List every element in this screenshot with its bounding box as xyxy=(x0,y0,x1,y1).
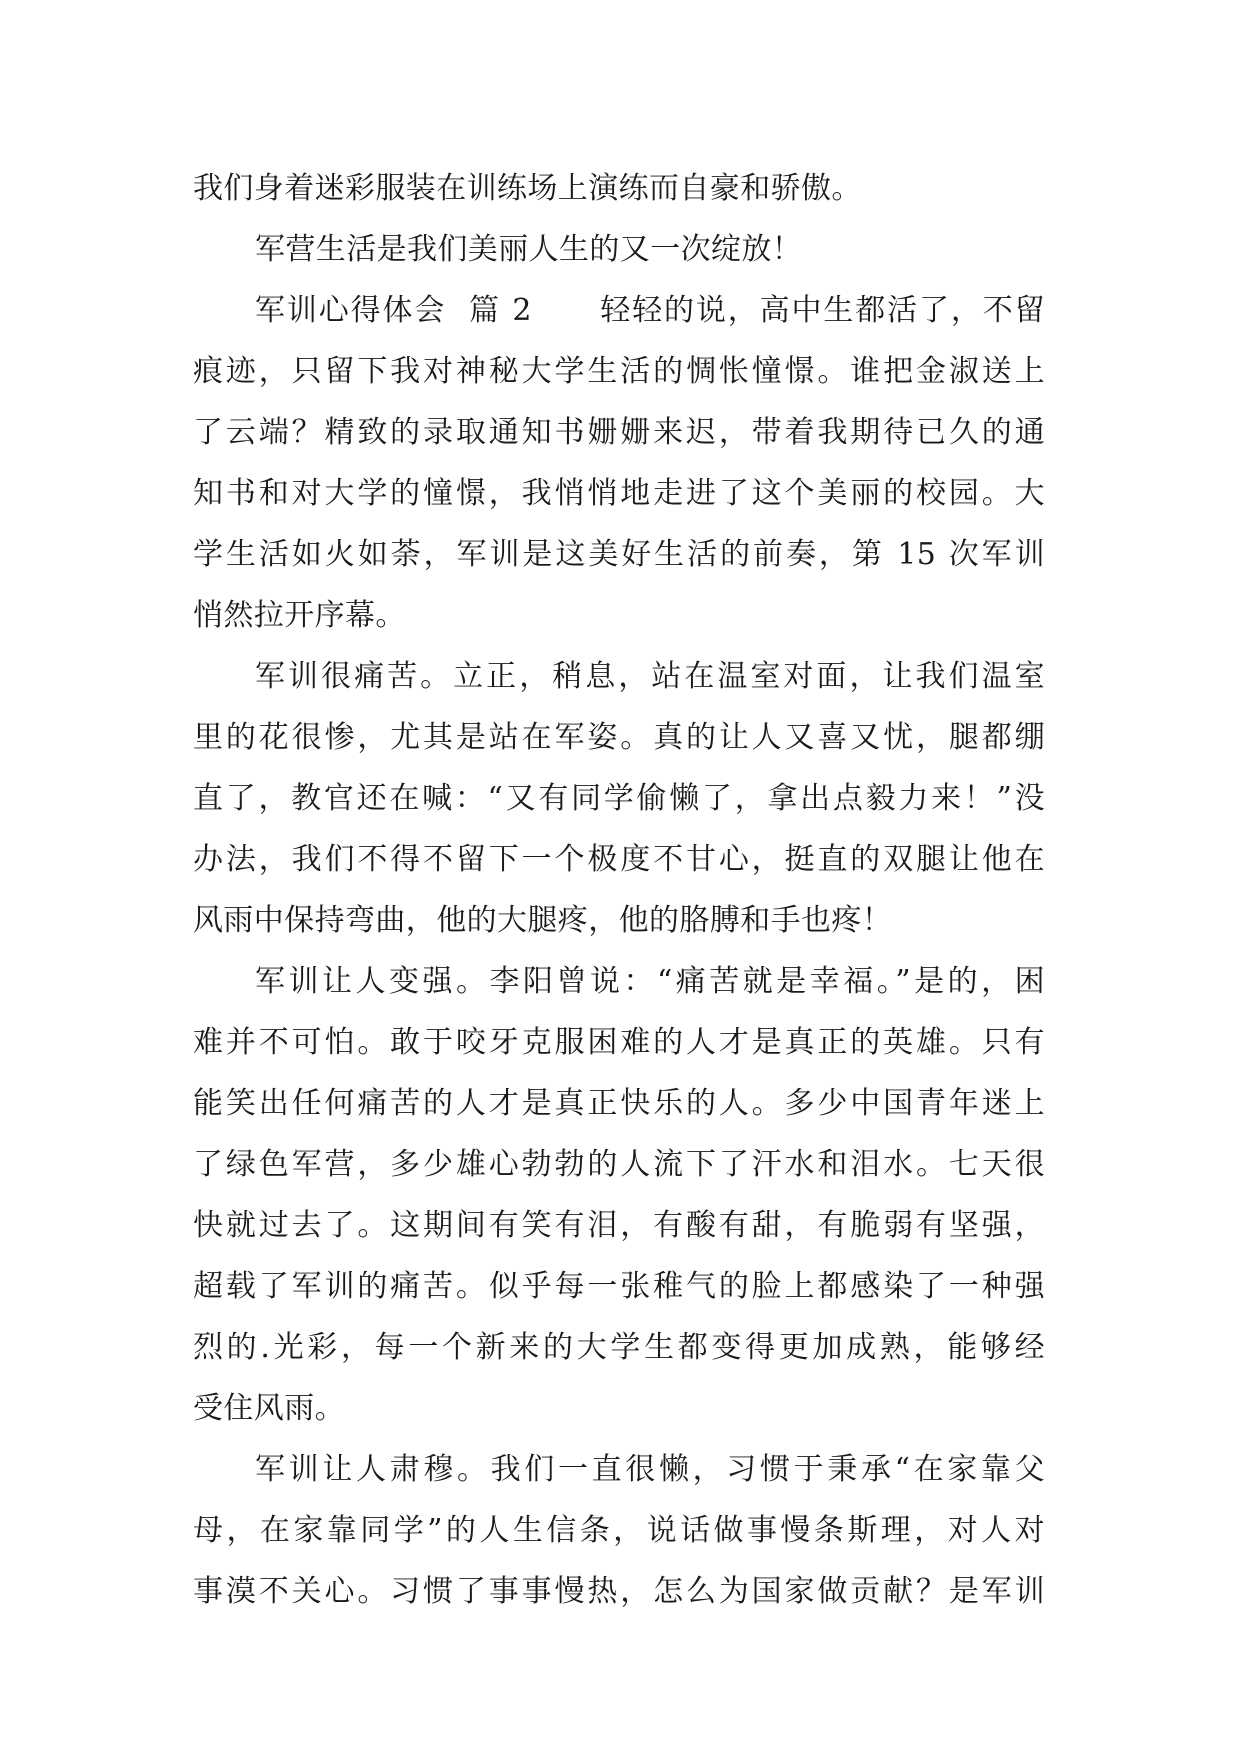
text-line: 知书和对大学的憧憬，我悄悄地走进了这个美丽的校园。大 xyxy=(193,476,1045,511)
text-line: 办法，我们不得不留下一个极度不甘心，挺直的双腿让他在 xyxy=(193,842,1045,877)
text-line: 悄然拉开序幕。 xyxy=(193,598,406,633)
text-line: 学生活如火如荼，军训是这美好生活的前奏，第 15 次军训 xyxy=(193,537,1045,572)
text-line: 母，在家靠同学”的人生信条，说话做事慢条斯理，对人对 xyxy=(193,1513,1045,1548)
text-line: 我们身着迷彩服装在训练场上演练而自豪和骄傲。 xyxy=(193,171,862,206)
text-line: 直了，教官还在喊：“又有同学偷懒了，拿出点毅力来！”没 xyxy=(193,781,1045,816)
text-line: 难并不可怕。敢于咬牙克服困难的人才是真正的英雄。只有 xyxy=(193,1025,1045,1060)
document-body xyxy=(193,158,1045,1622)
text-line: 了云端？精致的录取通知书姗姗来迟，带着我期待已久的通 xyxy=(193,415,1045,450)
text-line: 痕迹，只留下我对神秘大学生活的惆怅憧憬。谁把金淑送上 xyxy=(193,354,1045,389)
section-heading-line: 军训心得体会 篇 2 轻轻的说，高中生都活了，不留 xyxy=(255,293,1045,328)
text-line: 军训让人变强。李阳曾说：“痛苦就是幸福。”是的，困 xyxy=(255,964,1045,999)
text-line: 超载了军训的痛苦。似乎每一张稚气的脸上都感染了一种强 xyxy=(193,1269,1045,1304)
text-line: 受住风雨。 xyxy=(193,1391,345,1426)
text-line: 事漠不关心。习惯了事事慢热，怎么为国家做贡献？是军训 xyxy=(193,1574,1045,1609)
text-line: 了绿色军营，多少雄心勃勃的人流下了汗水和泪水。七天很 xyxy=(193,1147,1045,1182)
text-line: 军训很痛苦。立正，稍息，站在温室对面，让我们温室 xyxy=(255,659,1045,694)
text-line: 风雨中保持弯曲，他的大腿疼，他的胳膊和手也疼！ xyxy=(193,903,893,938)
text-line: 烈的.光彩，每一个新来的大学生都变得更加成熟，能够经 xyxy=(193,1330,1045,1365)
text-line: 快就过去了。这期间有笑有泪，有酸有甜，有脆弱有坚强， xyxy=(193,1208,1045,1243)
text-line: 军训让人肃穆。我们一直很懒，习惯于秉承“在家靠父 xyxy=(255,1452,1045,1487)
text-line: 军营生活是我们美丽人生的又一次绽放！ xyxy=(255,232,803,267)
text-line: 能笑出任何痛苦的人才是真正快乐的人。多少中国青年迷上 xyxy=(193,1086,1045,1121)
text-line: 里的花很惨，尤其是站在军姿。真的让人又喜又忧，腿都绷 xyxy=(193,720,1045,755)
